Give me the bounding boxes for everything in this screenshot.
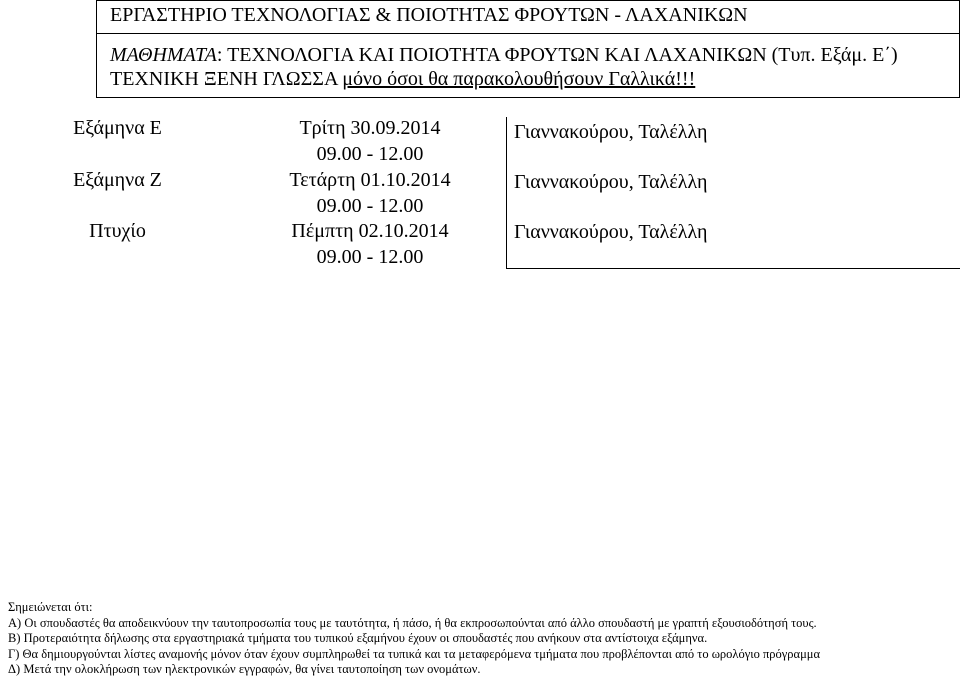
teacher-cell: Γιαννακούρου, Ταλέλλη <box>514 221 708 243</box>
courses-label: ΜΑΘΗΜΑΤΑ <box>110 44 217 66</box>
courses-line-1-text: : ΤΕΧΝΟΛΟΓΙΑ ΚΑΙ ΠΟΙΟΤΗΤΑ ΦΡΟΥΤΩΝ ΚΑΙ ΛΑΧΑΝΙΚΩΝ (Τυπ. Εξάμ. Ε΄) <box>216 44 898 66</box>
teacher-cell: Γιαννακούρου, Ταλέλλη <box>514 171 708 193</box>
courses-line-2 <box>110 68 695 91</box>
note-item: Α) Οι σπουδαστές θα αποδεικνύουν την ταυτοπροσωπία τους με ταυτότητα, ή πάσο, ή θα εκπροσωπούνται από άλλο σπουδαστή με γραπτή εξουσιοδότησή τους. <box>8 615 817 630</box>
semester-cell: Εξάμηνα Ζ <box>73 169 162 191</box>
teacher-cell: Γιαννακούρου, Ταλέλλη <box>514 121 708 143</box>
note-item: Δ) Μετά την ολοκλήρωση των ηλεκτρονικών εγγραφών, θα γίνει ταυτοποίηση των ονομάτων. <box>8 662 481 676</box>
day-cell: Τετάρτη 01.10.2014 <box>289 169 451 191</box>
notes-heading: Σημειώνεται ότι: <box>8 600 93 614</box>
teacher-column <box>506 117 960 269</box>
notes-section <box>8 600 820 678</box>
semester-cell: Εξάμηνα Ε <box>73 117 162 139</box>
page-title: ΕΡΓΑΣΤΗΡΙΟ ΤΕΧΝΟΛΟΓΙΑΣ & ΠΟΙΟΤΗΤΑΣ ΦΡΟΥΤΩΝ - ΛΑΧΑΝΙΚΩΝ <box>110 4 748 26</box>
schedule-table <box>0 117 960 269</box>
note-item: Γ) Θα δημιουργούνται λίστες αναμονής μόνον όταν έχουν συμπληρωθεί τα τυπικά και τα μεταφερόμενα τμήματα που προβλέπονται από το ωρολόγιο πρόγραμμα <box>8 646 821 661</box>
day-cell: Πέμπτη 02.10.2014 <box>291 220 449 242</box>
time-cell: 09.00 - 12.00 <box>316 195 424 217</box>
semester-cell: Πτυχίο <box>89 220 146 242</box>
time-cell: 09.00 - 12.00 <box>316 143 424 165</box>
time-cell: 09.00 - 12.00 <box>316 246 424 268</box>
courses-line-2-text: ΤΕΧΝΙΚΗ ΞΕΝΗ ΓΛΩΣΣΑ <box>110 68 343 90</box>
day-cell: Τρίτη 30.09.2014 <box>299 117 441 139</box>
courses-line-1 <box>110 44 898 67</box>
courses-line-2-underlined: μόνο όσοι θα παρακολουθήσουν Γαλλικά!!! <box>342 68 696 90</box>
note-item: Β) Προτεραιότητα δήλωσης στα εργαστηριακά τμήματα του τυπικού εξαμήνου έχουν οι σπουδαστές που ανήκουν στα αντίστοιχα εξάμηνα. <box>8 631 708 645</box>
